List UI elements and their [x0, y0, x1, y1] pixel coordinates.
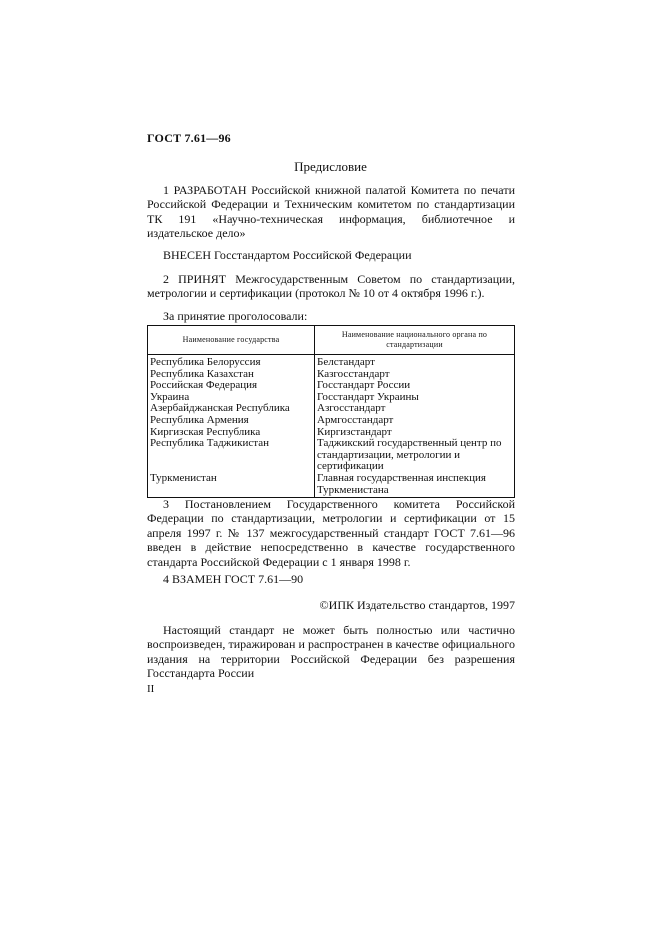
state-cell: Республика Казахстан [148, 369, 315, 381]
table-header-row [148, 326, 515, 355]
state-cell: Российская Федерация [148, 380, 315, 392]
agency-cell: Госстандарт Украины [315, 392, 515, 404]
voted-intro: За принятие проголосовали: [163, 309, 308, 323]
agency-cell: Белстандарт [315, 355, 515, 369]
voting-table [147, 325, 515, 498]
agency-cell: Армгосстандарт [315, 415, 515, 427]
copyright-line: ©ИПК Издательство стандартов, 1997 [319, 598, 515, 612]
state-cell: Азербайджанская Республика [148, 403, 315, 415]
agency-cell: Госстандарт России [315, 380, 515, 392]
table-row [148, 438, 515, 473]
state-cell: Киргизская Республика [148, 427, 315, 439]
state-cell: Украина [148, 392, 315, 404]
table-row [148, 355, 515, 369]
paragraph-replaces: 4 ВЗАМЕН ГОСТ 7.61—90 [163, 572, 304, 586]
reproduction-notice: Настоящий стандарт не может быть полностью или частично воспроизведен, тиражирован и распространен в качестве официального издания на территории Российской Федерации без разрешения Госстандарта России [147, 623, 515, 681]
column-header-agency: Наименование национального органа по стандартизации [315, 326, 515, 355]
paragraph-adopted: 2 ПРИНЯТ Межгосударственным Советом по стандартизации, метрологии и сертификации (протокол № 10 от 4 октября 1996 г.). [147, 272, 515, 301]
agency-cell: Казгосстандарт [315, 369, 515, 381]
section-title: Предисловие [294, 159, 367, 174]
table-row [148, 473, 515, 498]
agency-cell: Таджикский государственный центр по стандартизации, метрологии и сертификации [315, 438, 515, 473]
page-number: II [147, 683, 155, 695]
column-header-state: Наименование государства [148, 326, 315, 355]
paragraph-decree: 3 Постановлением Государственного комитета Российской Федерации по стандартизации, метрологии и сертификации от 15 апреля 1997 г. № 137 межгосударственный стандарт ГОСТ 7.61—96 введен в действие непосредственно в качестве государственного стандарта Российской Федерации с 1 января 1998 г. [147, 497, 515, 569]
paragraph-introduced: ВНЕСЕН Госстандартом Российской Федерации [163, 248, 412, 262]
document-code: ГОСТ 7.61—96 [147, 131, 231, 145]
state-cell: Республика Белоруссия [148, 355, 315, 369]
paragraph-developed: 1 РАЗРАБОТАН Российской книжной палатой Комитета по печати Российской Федерации и Техническим комитетом по стандартизации ТК 191 «Научно-техническая информация, библиотечное и издательское дело» [147, 183, 515, 241]
agency-cell: Киргизстандарт [315, 427, 515, 439]
state-cell: Республика Таджикистан [148, 438, 315, 473]
agency-cell: Главная государственная инспекция Туркменистана [315, 473, 515, 498]
table-row [148, 415, 515, 427]
state-cell: Туркменистан [148, 473, 315, 498]
state-cell: Республика Армения [148, 415, 315, 427]
agency-cell: Азгосстандарт [315, 403, 515, 415]
